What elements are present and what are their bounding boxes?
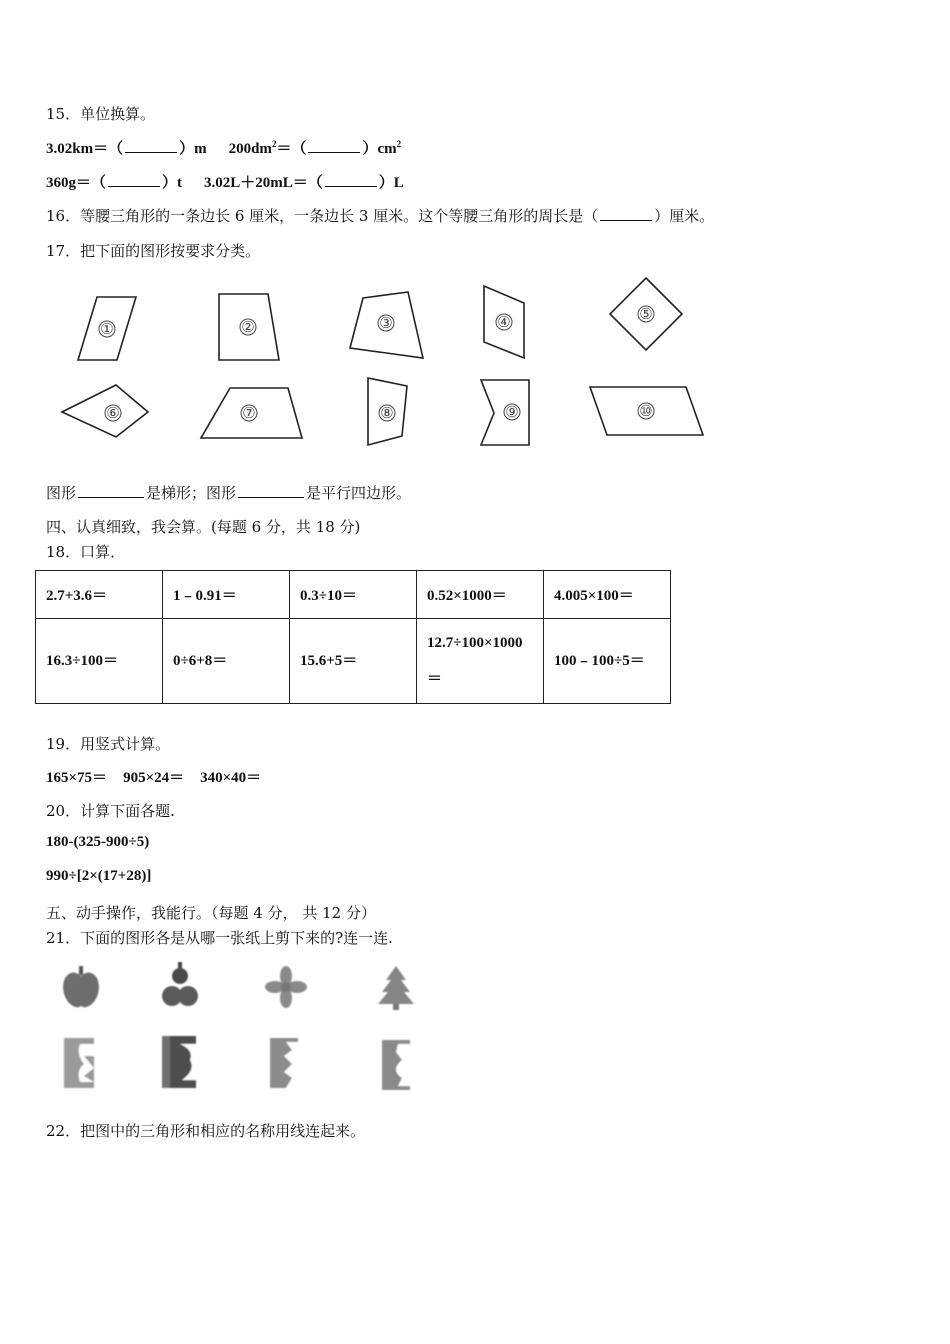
section-4-title: 四、认真细致，我会算。(每题 6 分，共 18 分) [46,518,361,536]
shape-9-pentagon [481,380,529,445]
q15-line-2 [46,171,404,192]
answer-blank[interactable] [108,174,160,187]
q20-expr-1: 180-(325-900÷5) [46,834,150,850]
q18-calc-table [35,570,671,704]
calc-cell: 0.52×1000＝ [417,571,544,619]
q19-title: 19．用竖式计算。 [46,735,171,753]
q17-shapes-figure [50,270,730,455]
shape-label-10: ⑩ [639,402,653,420]
q17-answer-a: 图形 [46,484,77,502]
calc-cell: 12.7÷100×1000＝ [417,619,544,704]
shape-4-parallelogram [484,286,524,358]
answer-blank-parallelogram[interactable] [238,485,304,498]
q19-expr-3: 340×40＝ [200,770,262,786]
calc-cell: 0÷6+8＝ [163,619,290,704]
shape-label-8: ⑧ [380,404,394,422]
paper-piece-3-icon [270,1038,298,1088]
q17-answer [46,482,411,503]
q19-expr-1: 165×75＝ [46,770,108,786]
flower-shape-icon [265,966,307,1008]
answer-blank-trapezoid[interactable] [78,485,144,498]
paper-piece-2-icon [162,1036,196,1088]
q15-a1: 3.02km＝（ [46,141,124,157]
q15-b1-end: ）t [162,175,183,191]
q15-b2: 3.02L＋20mL＝（ [204,175,323,191]
shape-label-7: ⑦ [242,404,256,422]
section-5-title: 五、动手操作，我能行。（每题 4 分， 共 12 分） [46,904,376,922]
q21-cutouts-figure [50,960,430,1095]
q20-expr-2: 990÷[2×(17+28)] [46,868,152,884]
q17-answer-b-end: 是平行四边形。 [306,484,412,502]
shape-5-square [610,278,682,350]
q21-title: 21．下面的图形各是从哪一张纸上剪下来的?连一连. [46,929,393,947]
shape-6-kite [62,385,148,437]
table-row [36,571,671,619]
q16-text: 16．等腰三角形的一条边长 6 厘米，一条边长 3 厘米。这个等腰三角形的周长是（ [46,207,599,225]
q15-a2-end-sup: 2 [396,139,402,149]
shape-label-4: ④ [497,313,511,331]
paper-piece-4-icon [382,1040,410,1090]
calc-cell: 15.6+5＝ [290,619,417,704]
paper-piece-1-icon [64,1038,94,1088]
calc-cell: 1﹣0.91＝ [163,571,290,619]
shape-3-quadrilateral [350,292,423,358]
calc-cell: 2.7+3.6＝ [36,571,163,619]
calc-cell: 0.3÷10＝ [290,571,417,619]
q15-a2: 200dm [228,141,272,157]
calc-cell: 100﹣100÷5＝ [544,619,671,704]
q15-line-1 [46,137,401,158]
shape-1-parallelogram [78,297,136,360]
gourd-shape-icon [162,962,198,1006]
q15-a1-end: ）m [179,141,207,157]
answer-blank[interactable] [325,174,377,187]
shape-label-6: ⑥ [106,404,120,422]
shape-7-trapezoid [201,388,302,438]
shape-label-3: ③ [379,314,393,332]
q16-end: ）厘米。 [654,207,715,225]
shape-label-5: ⑤ [639,305,653,323]
q19-exprs [46,766,261,787]
answer-blank[interactable] [308,140,360,153]
shape-10-parallelogram [590,387,703,435]
table-row [36,619,671,704]
q15-b2-end: ）L [378,175,404,191]
answer-blank[interactable] [125,140,177,153]
shape-label-2: ② [241,318,255,336]
q18-title: 18．口算． [46,543,126,561]
shape-2-trapezoid [219,294,279,360]
q16-line [46,205,714,226]
shape-label-1: ① [100,320,114,338]
q22-title: 22．把图中的三角形和相应的名称用线连起来。 [46,1122,366,1140]
q15-a2-sup: 2 [271,139,277,149]
q20-title: 20．计算下面各题. [46,802,175,820]
shape-label-9: ⑨ [505,403,519,421]
q15-title: 15．单位换算。 [46,105,156,123]
apple-shape-icon [63,966,99,1007]
tree-shape-icon [378,966,414,1010]
q17-answer-a-end: 是梯形；图形 [146,484,237,502]
calc-cell: 16.3÷100＝ [36,619,163,704]
q15-a2-mid: ＝（ [276,141,307,157]
q15-b1: 360g＝（ [46,175,107,191]
shape-8-trapezoid [368,378,407,445]
q17-title: 17．把下面的图形按要求分类。 [46,242,261,260]
q19-expr-2: 905×24＝ [123,770,185,786]
calc-cell: 4.005×100＝ [544,571,671,619]
q15-a2-end: ）cm [362,141,397,157]
answer-blank[interactable] [600,208,652,221]
